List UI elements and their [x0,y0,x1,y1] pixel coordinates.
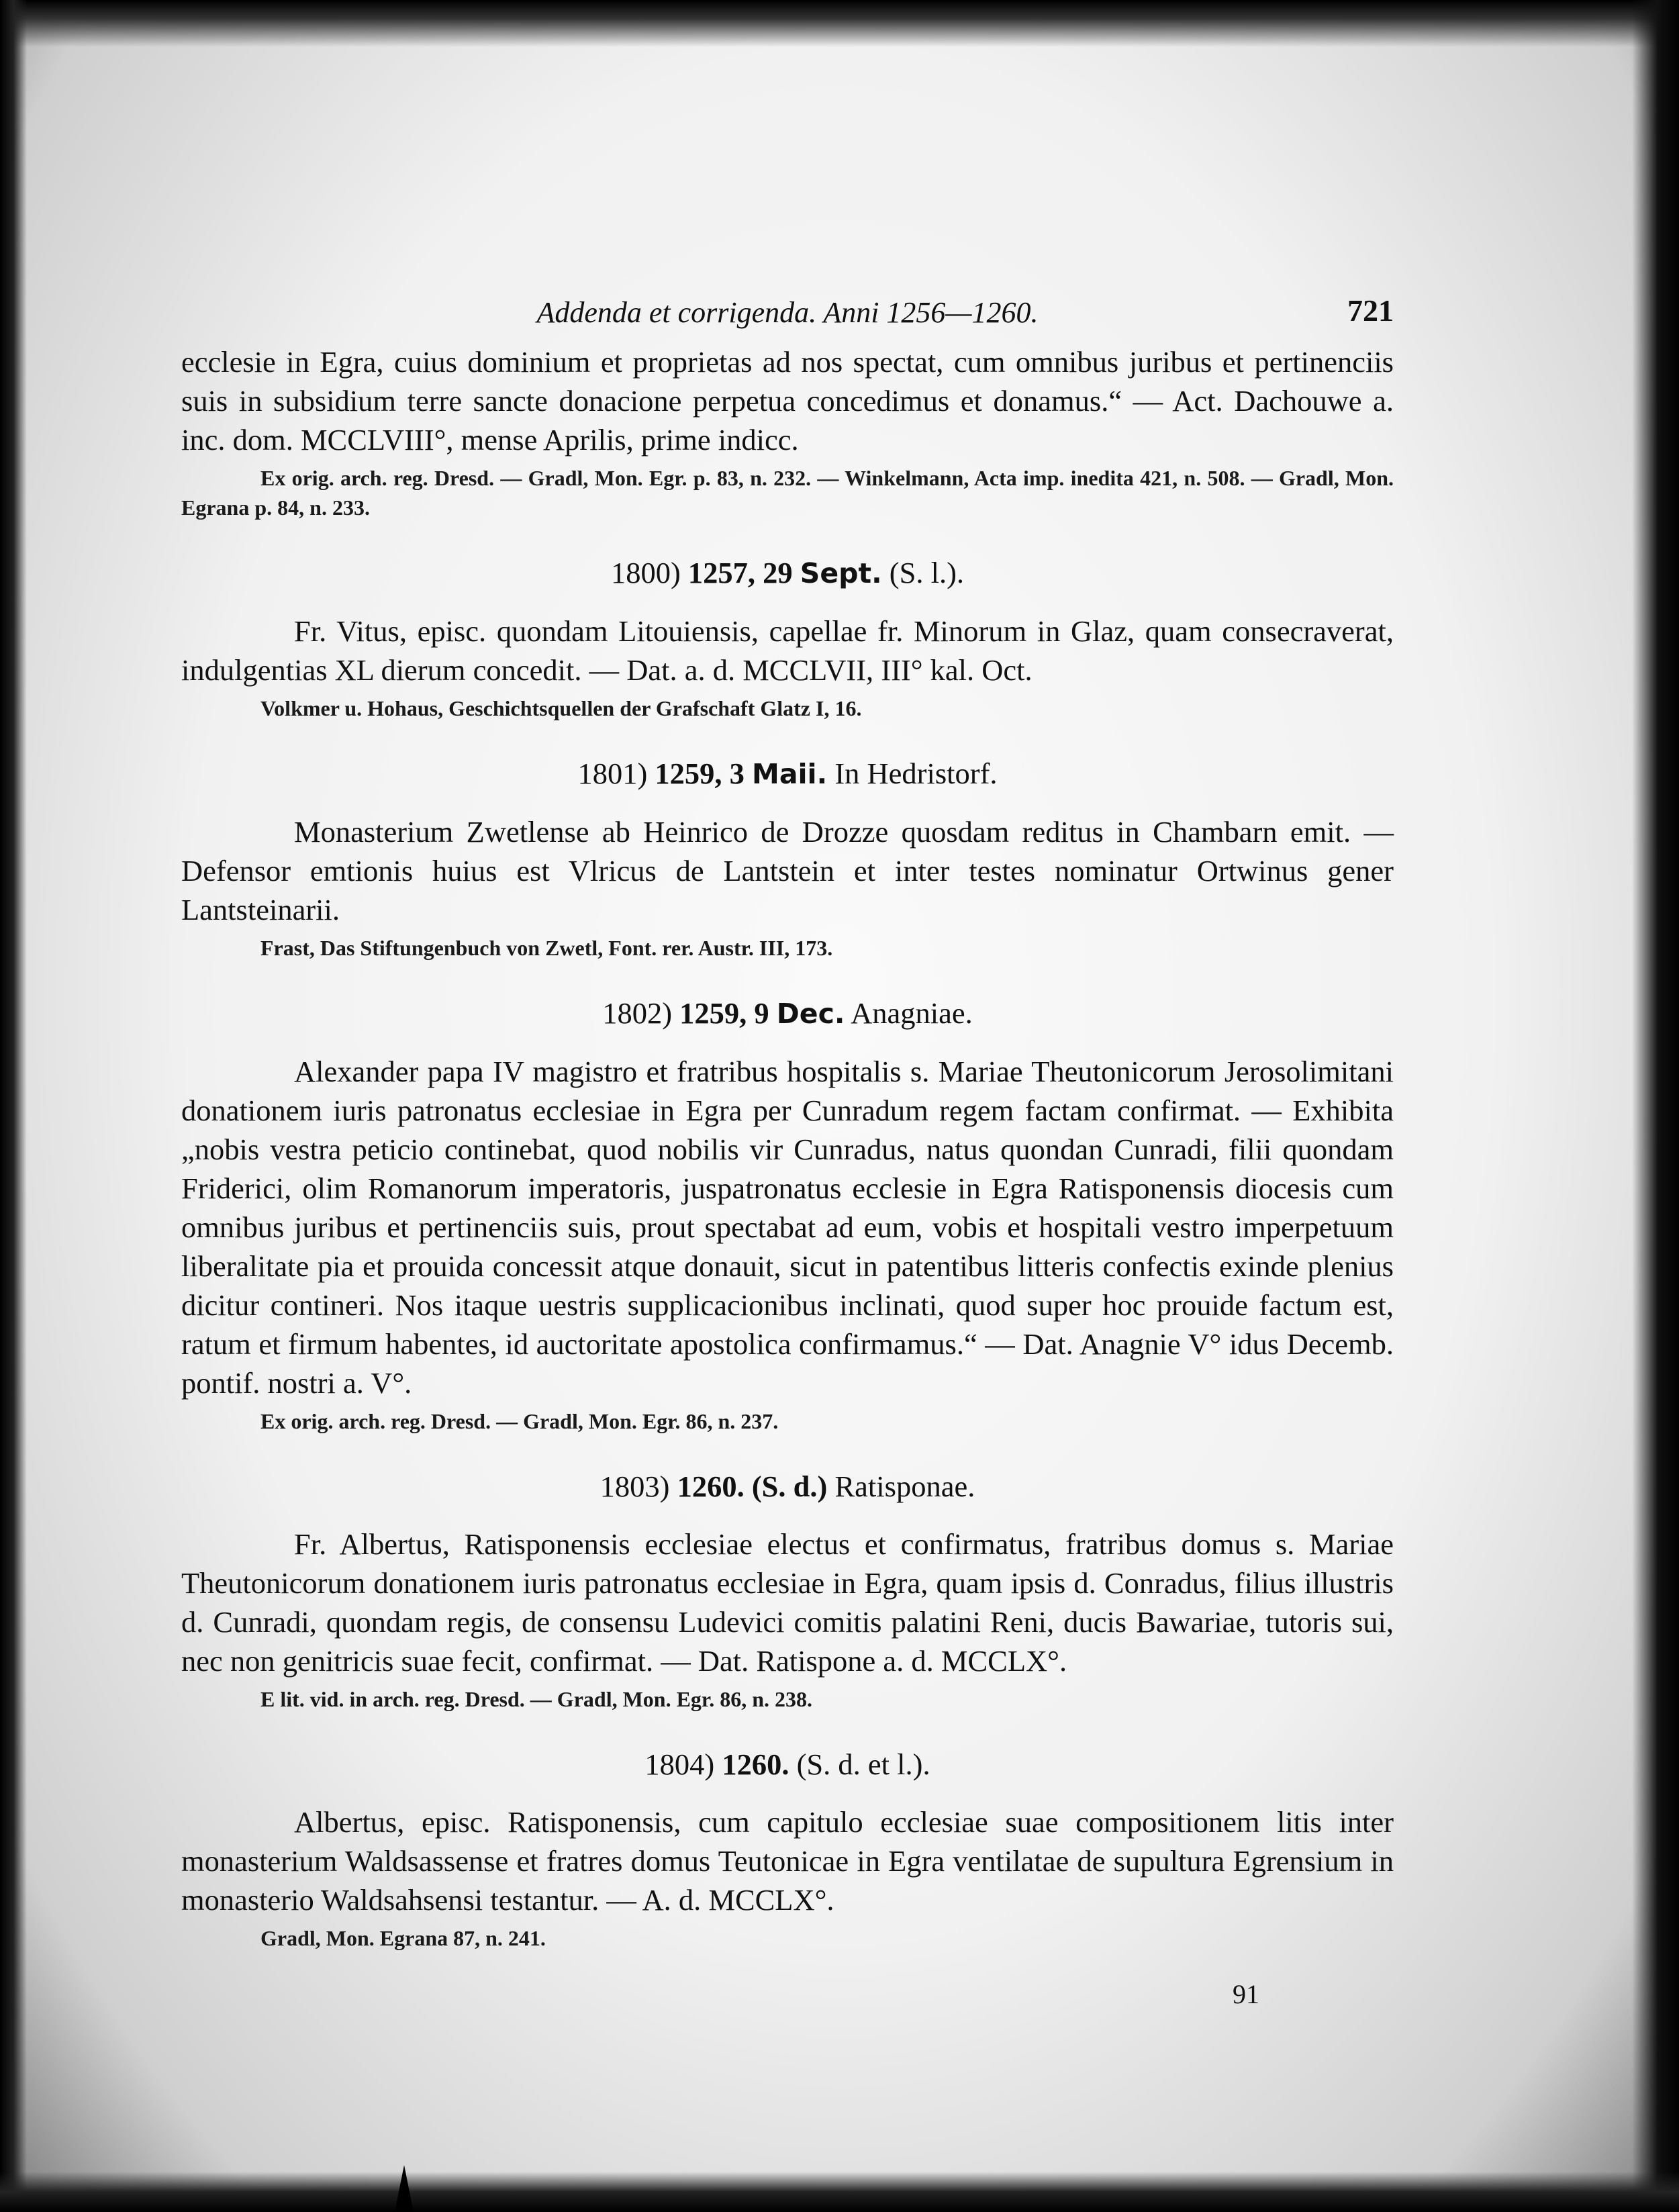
page-number: 721 [1347,293,1394,328]
entry-text: Monasterium Zwetlense ab Heinrico de Drozze quosdam reditus in Chambarn emit. — Defensor emtionis huius est Vlricus de Lantstein et inter testes nominatur Ortwinus gener Lantsteinarii. [181,815,1394,926]
entry-place: In Hedristorf. [834,757,998,790]
entry-number: 1801) [577,757,648,790]
entry-source: Frast, Das Stiftungenbuch von Zwetl, Font. rer. Austr. III, 173. [260,936,833,960]
page-body [181,289,1394,2010]
entry-heading [181,1467,1394,1506]
entry-date: 1259, 9 [679,996,769,1030]
intro-text: ecclesie in Egra, cuius dominium et proprietas ad nos spectat, cum omnibus juribus et pertinenciis suis in subsidium terre sancte donacione perpetua concedimus et donamus.“ — Act. Dachouwe a. inc. dom. MCCLVIII°, mense Aprilis, prime indicc. [181,345,1394,456]
entry-source: Ex orig. arch. reg. Dresd. — Gradl, Mon. Egr. 86, n. 237. [260,1409,779,1433]
running-title: Addenda et corrigenda. Anni 1256—1260. [536,296,1039,329]
entry-source: Gradl, Mon. Egrana 87, n. 241. [260,1926,546,1950]
entry-place: (S. d. et l.). [796,1747,930,1781]
entry-heading [181,994,1394,1033]
entry-month: Maii. [752,758,828,790]
entry-source: Volkmer u. Hohaus, Geschichtsquellen der Grafschaft Glatz I, 16. [260,696,862,720]
entry-heading [181,553,1394,593]
signature-number: 91 [1233,1979,1259,2009]
entry-number: 1802) [602,996,673,1030]
scan-shadow-right [1632,0,1679,2212]
entry-number: 1804) [644,1747,715,1781]
entry-date: 1257, 29 [687,556,793,589]
binding-mark [395,2165,414,2212]
entry-text: Fr. Vitus, episc. quondam Litouiensis, capellae fr. Minorum in Glaz, quam consecraverat, indulgentias XL dierum concedit. — Dat. a. d. MCCLVII, III° kal. Oct. [181,614,1394,687]
scan-shadow-top [0,0,1679,47]
entry-source: E lit. vid. in arch. reg. Dresd. — Gradl, Mon. Egr. 86, n. 238. [260,1687,812,1711]
entry-sine-die: (S. d.) [751,1470,828,1503]
entry-month: Dec. [776,998,845,1030]
entry-text: Albertus, episc. Ratisponensis, cum capitulo ecclesiae suae compositionem litis inter monasterium Waldsassense et fratres domus Teutonicae in Egra ventilatae de supultura Egrensium in monasterio Waldsahsensi testantur. — A. d. MCCLX°. [181,1805,1394,1917]
entry-text: Alexander papa IV magistro et fratribus hospitalis s. Mariae Theutonicorum Jerosolimitani donationem iuris patronatus ecclesiae in Egra per Cunradum regem factam confirmat. — Exhibita „nobis vestra peticio continebat, quod nobilis vir Cunradus, natus quondan Cunradi, filii quondam Friderici, olim Romanorum imperatoris, juspatronatus ecclesie in Egra Ratisponensis diocesis cum omnibus juribus et pertinenciis suis, prout spectabat ad eum, vobis et hospitali vestro imperpetuum liberalitate pia et prouida concessit atque donauit, sicut in patentibus litteris confectis exinde plenius dicitur contineri. Nos itaque uestris supplicacionibus inclinati, quod super hoc prouide factum est, ratum et firmum habentes, id auctoritate apostolica confirmamus.“ — Dat. Anagnie V° idus Decemb. pontif. nostri a. V°. [181,1055,1394,1400]
entry-place: Ratisponae. [834,1470,975,1503]
running-head [181,289,1394,342]
scan-shadow-bottom [0,2172,1679,2212]
entry-heading [181,1745,1394,1784]
entry-date: 1259, 3 [655,757,745,790]
intro-source: Ex orig. arch. reg. Dresd. — Gradl, Mon. Egr. p. 83, n. 232. — Winkelmann, Acta imp. inedita 421, n. 508. — Gradl, Mon. Egrana p. 84, n. 233. [181,466,1394,520]
entry-place: (S. l.). [889,556,965,589]
entry-place: Anagniae. [851,996,973,1030]
entry-text: Fr. Albertus, Ratisponensis ecclesiae electus et confirmatus, fratribus domus s. Mariae Theutonicorum donationem iuris patronatus ecclesiae in Egra, quam ipsis d. Conradus, filius illustris d. Cunradi, quondam regis, de consensu Ludevici comitis palatini Reni, ducis Bawariae, tutoris sui, nec non genitricis suae fecit, confirmat. — Dat. Ratispone a. d. MCCLX°. [181,1527,1394,1678]
entry-date: 1260. [677,1470,745,1503]
entry-date: 1260. [722,1747,789,1781]
entry-heading [181,754,1394,794]
entry-month: Sept. [800,557,882,589]
entry-number: 1800) [610,556,681,589]
entry-number: 1803) [599,1470,670,1503]
scan-shadow-left [0,0,27,2212]
